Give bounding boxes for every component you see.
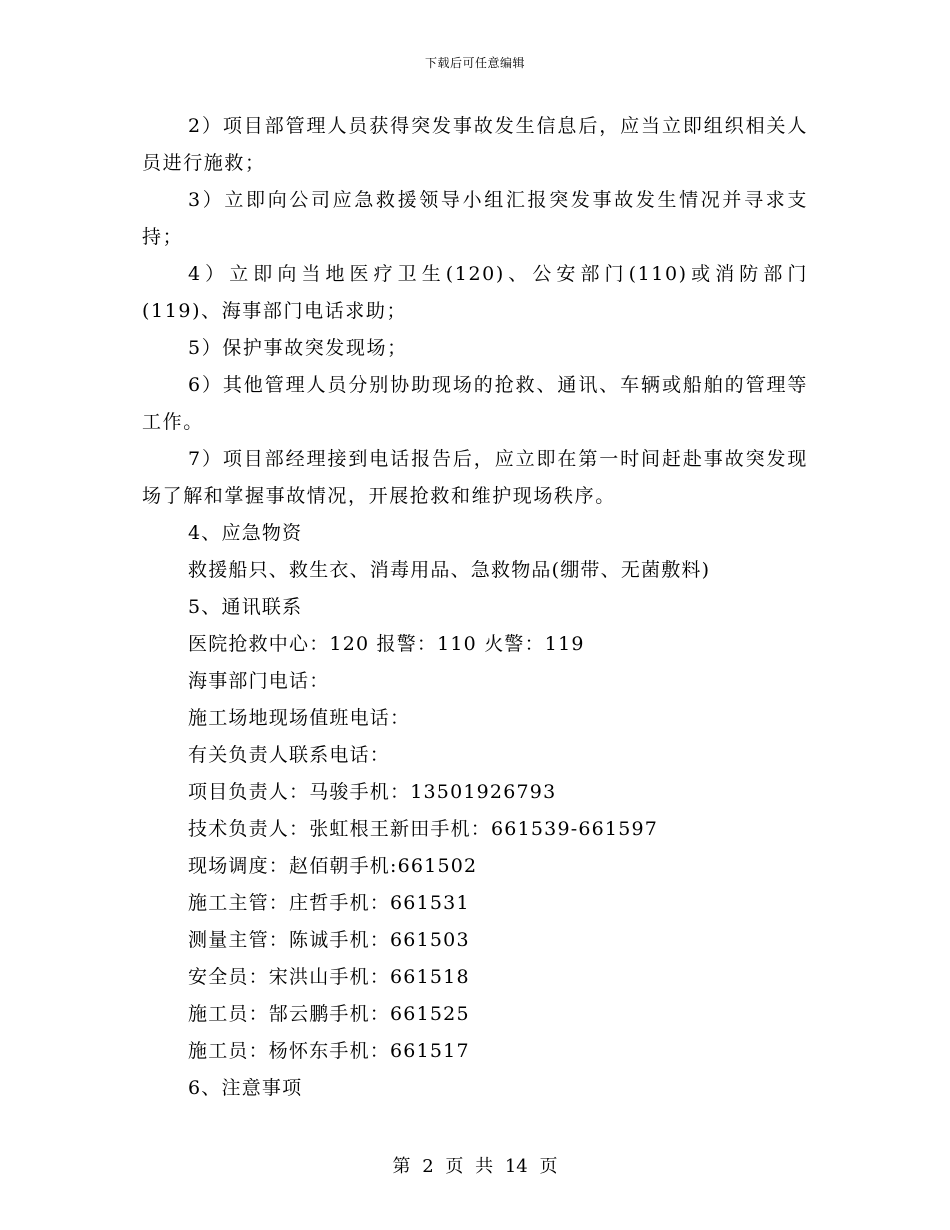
section-heading-communication: 5、通讯联系 [188, 596, 303, 618]
page-header: 下载后可任意编辑 [424, 56, 525, 70]
contact-safety-officer: 安全员：宋洪山手机：661518 [188, 966, 470, 988]
section-heading-precautions: 6、注意事项 [188, 1077, 303, 1099]
contact-technical-lead: 技术负责人：张虹根王新田手机：661539-661597 [188, 818, 659, 840]
contacts-heading: 有关负责人联系电话： [188, 744, 391, 766]
contact-survey-supervisor: 测量主管：陈诚手机：661503 [188, 929, 470, 951]
paragraph-step-2: 2）项目部管理人员获得突发事故发生信息后，应当立即组织相关人员进行施救； [142, 115, 808, 174]
section-heading-emergency-supplies: 4、应急物资 [188, 522, 303, 544]
document-body [142, 108, 808, 1107]
supplies-list: 救援船只、救生衣、消毒用品、急救物品(绷带、无菌敷料) [188, 559, 711, 581]
emergency-numbers: 医院抢救中心：120 报警：110 火警：119 [188, 633, 585, 655]
contact-constructor-2: 施工员：杨怀东手机：661517 [188, 1040, 470, 1062]
paragraph-step-3: 3）立即向公司应急救援领导小组汇报突发事故发生情况并寻求支持； [142, 189, 808, 248]
maritime-phone: 海事部门电话： [188, 670, 330, 692]
contact-construction-supervisor: 施工主管：庄哲手机：661531 [188, 892, 470, 914]
paragraph-step-7: 7）项目部经理接到电话报告后，应立即在第一时间赶赴事故突发现场了解和掌握事故情况，开展抢救和维护现场秩序。 [142, 448, 808, 507]
contact-project-lead: 项目负责人：马骏手机：13501926793 [188, 781, 557, 803]
site-duty-phone: 施工场地现场值班电话： [188, 707, 411, 729]
paragraph-step-5: 5）保护事故突发现场； [188, 337, 408, 359]
contact-site-dispatch: 现场调度：赵佰朝手机:661502 [188, 855, 478, 877]
page-footer: 第 2 页 共 14 页 [392, 1156, 558, 1177]
paragraph-step-4: 4）立即向当地医疗卫生(120)、公安部门(110)或消防部门(119)、海事部门电话求助； [142, 263, 808, 322]
paragraph-step-6: 6）其他管理人员分别协助现场的抢救、通讯、车辆或船舶的管理等工作。 [142, 374, 808, 433]
contact-constructor-1: 施工员：郜云鹏手机：661525 [188, 1003, 470, 1025]
